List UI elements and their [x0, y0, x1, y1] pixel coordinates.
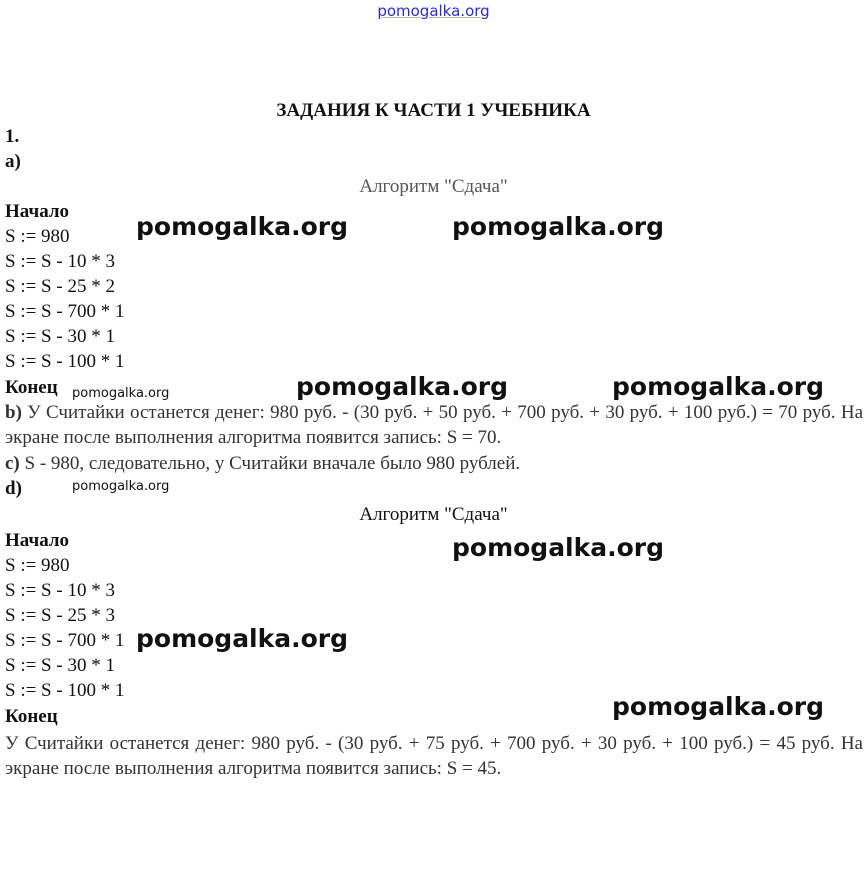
part-c-label: c): [5, 453, 20, 474]
page-heading: ЗАДАНИЯ К ЧАСТИ 1 УЧЕБНИКА: [276, 100, 591, 121]
step-line: S := S - 25 * 2: [5, 276, 115, 297]
part-b-label: b): [5, 402, 22, 423]
step-line: S := 980: [5, 226, 70, 247]
step-line: S := S - 10 * 3: [5, 251, 115, 272]
watermark: pomogalka.org: [452, 533, 665, 562]
part-d-paragraph: У Считайки останется денег: 980 руб. - (30 руб. + 75 руб. + 700 руб. + 30 руб. + 100 руб.) = 45 руб. На экране после выполнения алгоритма появится запись: S = 45.: [5, 733, 863, 779]
end-label-a: Конец: [5, 377, 58, 398]
part-a-label: а): [5, 151, 21, 172]
algorithm-title-d: Алгоритм "Сдача": [359, 504, 508, 525]
step-line: S := S - 25 * 3: [5, 605, 115, 626]
part-d-label: d): [5, 478, 22, 499]
watermark: pomogalka.org: [452, 212, 665, 241]
step-line: S := S - 700 * 1: [5, 630, 125, 651]
step-line: S := S - 100 * 1: [5, 680, 125, 701]
step-line: S := S - 30 * 1: [5, 655, 115, 676]
part-b-paragraph: [5, 400, 863, 450]
end-label-d: Конец: [5, 706, 58, 727]
watermark: pomogalka.org: [72, 386, 170, 401]
watermark: pomogalka.org: [612, 692, 825, 721]
watermark: pomogalka.org: [136, 212, 349, 241]
part-c-paragraph: [5, 451, 863, 476]
site-link[interactable]: pomogalka.org: [377, 2, 490, 20]
watermark: pomogalka.org: [72, 479, 170, 494]
watermark: pomogalka.org: [136, 624, 349, 653]
watermark: pomogalka.org: [612, 372, 825, 401]
step-line: S := S - 100 * 1: [5, 351, 125, 372]
task-number: 1.: [5, 126, 20, 147]
step-line: S := S - 30 * 1: [5, 326, 115, 347]
step-line: S := 980: [5, 555, 70, 576]
step-line: S := S - 700 * 1: [5, 301, 125, 322]
algorithm-title-a: Алгоритм "Сдача": [359, 176, 508, 197]
part-c-text: S - 980, следовательно, у Считайки вначале было 980 рублей.: [24, 453, 521, 474]
step-line: S := S - 10 * 3: [5, 580, 115, 601]
watermark: pomogalka.org: [296, 372, 509, 401]
begin-label-d: Начало: [5, 530, 70, 551]
part-b-text: У Считайки останется денег: 980 руб. - (30 руб. + 50 руб. + 700 руб. + 30 руб. + 100 руб.) = 70 руб. На экране после выполнения алгоритма появится запись: S = 70.: [5, 402, 864, 448]
begin-label-a: Начало: [5, 201, 70, 222]
